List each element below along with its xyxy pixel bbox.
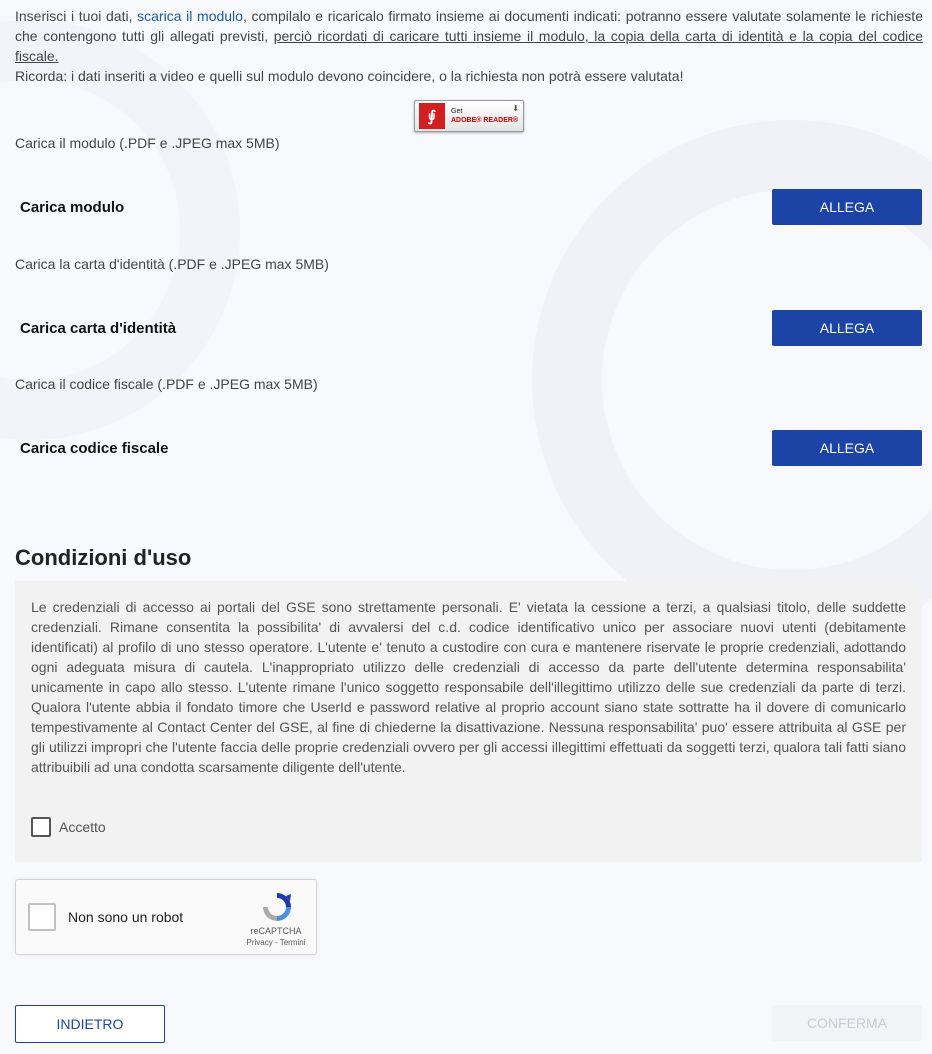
- recaptcha-label: Non sono un robot: [68, 909, 184, 925]
- get-adobe-reader-button[interactable]: [414, 100, 524, 132]
- attach-modulo-button[interactable]: ALLEGA: [772, 189, 922, 225]
- recaptcha-brand: reCAPTCHA: [250, 926, 302, 936]
- download-icon: ⬇: [512, 104, 519, 113]
- intro-reminder: Ricorda: i dati inseriti a video e quelli sul modulo devono coincidere, o la richiesta non potrà essere valutata!: [15, 68, 684, 84]
- back-button[interactable]: INDIETRO: [15, 1005, 165, 1043]
- recaptcha-widget: [15, 879, 317, 955]
- upload-label-identity: Carica carta d'identità: [20, 320, 177, 337]
- attach-identity-button[interactable]: ALLEGA: [772, 310, 922, 346]
- accept-checkbox-row[interactable]: [31, 817, 106, 837]
- recaptcha-icon: [260, 890, 294, 924]
- accept-checkbox[interactable]: [31, 817, 51, 837]
- download-form-link[interactable]: scarica il modulo: [137, 8, 243, 24]
- conditions-text: Le credenziali di accesso ai portali del GSE sono strettamente personali. E' vietata la cessione a terzi, a qualsiasi titolo, delle suddette credenziali. Rimane consentita la possibilita' di avvalersi del c.d. codice identificativo unico per associare nuovi utenti (debitamente identificati) al profilo di uno stesso operatore. L'utente e' tenuto a custodire con cura e mantenere riservate le proprie credenziali, adottando ogni adeguata misura di cautela. L'inappropriato utilizzo delle credenziali di accesso da parte dell'utente determina responsabilita' unicamente in capo allo stesso. L'utente rimane l'unico soggetto responsabile dell'illegittimo utilizzo delle sue credenziali da parte di terzi. Qualora l'utente abbia il fondato timore che UserId e password relative al proprio account siano state sottratte ha il dovere di comunicarlo tempestivamente al Contact Center del GSE, al fine di chiederne la disattivazione. Nessuna responsabilita' puo' essere attribuita al GSE per gli utilizzi impropri che l'utente faccia delle proprie credenziali ovvero per gli accessi illegittimi effettuati da soggetti terzi, qualora tali fatti siano attribuibili ad una condotta scarsamente diligente dell'utente.: [31, 599, 906, 775]
- accept-label[interactable]: Accetto: [59, 819, 106, 835]
- confirm-button[interactable]: CONFERMA: [772, 1005, 922, 1041]
- recaptcha-checkbox[interactable]: [28, 903, 56, 931]
- recaptcha-links[interactable]: Privacy - Termini: [246, 938, 306, 947]
- conditions-box: [15, 581, 922, 862]
- attach-fiscal-code-button[interactable]: ALLEGA: [772, 430, 922, 466]
- adobe-name: ADOBE® READER®: [451, 117, 519, 124]
- intro-part: , compilalo e ricaricalo firmato insieme ai documenti indicati: potranno essere valutate solamente le richieste che contengono tutti gli allegati previsti,: [15, 8, 923, 44]
- adobe-get: Get: [451, 108, 463, 115]
- adobe-icon: ⨚: [419, 103, 445, 129]
- intro-text: [15, 6, 923, 86]
- upload-hint: Carica il codice fiscale (.PDF e .JPEG max 5MB): [15, 376, 318, 392]
- intro-underlined: perciò ricordati di caricare tutti insieme il modulo, la copia della carta di identità e la copia del codice fiscale.: [15, 28, 924, 64]
- intro-part: Inserisci i tuoi dati,: [15, 8, 138, 24]
- upload-hint: Carica il modulo (.PDF e .JPEG max 5MB): [15, 135, 280, 151]
- upload-label-modulo: Carica modulo: [20, 199, 125, 216]
- upload-hint: Carica la carta d'identità (.PDF e .JPEG max 5MB): [15, 256, 329, 272]
- conditions-title: Condizioni d'uso: [15, 545, 192, 570]
- upload-label-fiscal-code: Carica codice fiscale: [20, 440, 169, 457]
- adobe-text: [451, 107, 518, 125]
